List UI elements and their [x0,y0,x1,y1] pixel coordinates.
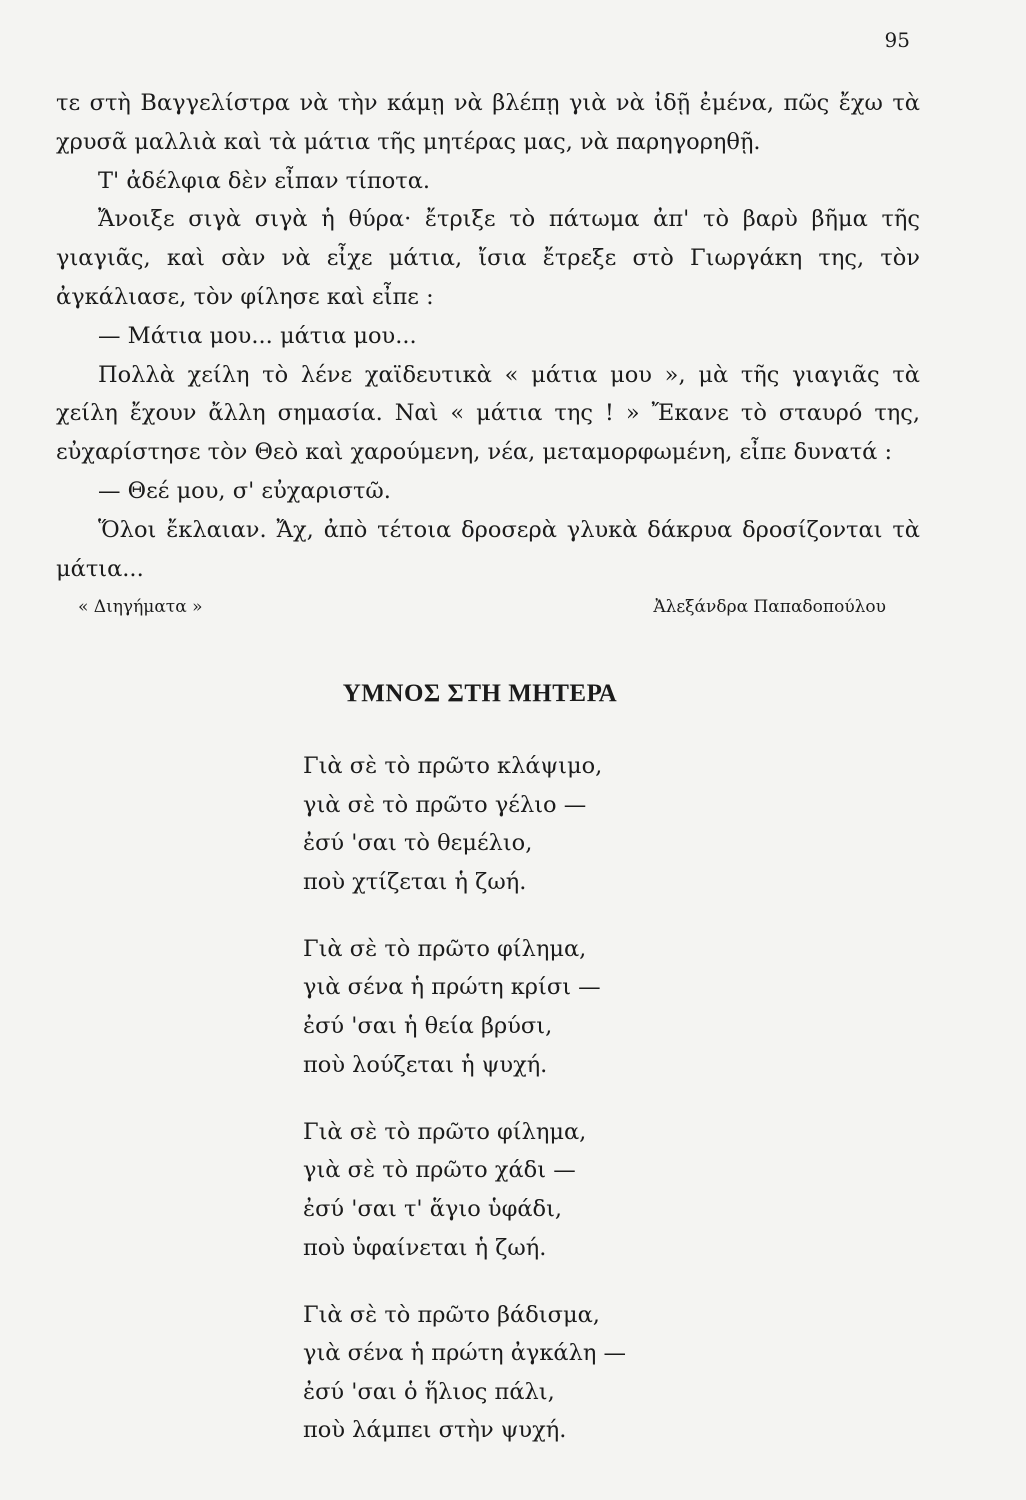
poem-line: ποὺ λούζεται ἡ ψυχή. [303,1051,548,1078]
poem-line: γιὰ σένα ἡ πρώτη κρίσι — [303,974,601,1001]
dialogue-line: — Θεέ μου, σ' εὐχαριστῶ. [98,477,391,504]
poem-stanza [303,747,923,901]
source-title: « Διηγήματα » [78,597,203,617]
poem-line: Γιὰ σὲ τὸ πρῶτο φίλημα, [303,935,587,962]
poem-stanza [303,1113,923,1267]
poem-line: ἐσύ 'σαι τ' ἅγιο ὑφάδι, [303,1195,563,1222]
poem-line: ποὺ χτίζεται ἡ ζωή. [303,868,527,895]
poem-line: γιὰ σὲ τὸ πρῶτο γέλιο — [303,791,587,818]
poem-stanza [303,930,923,1084]
poem-line: γιὰ σὲ τὸ πρῶτο χάδι — [303,1157,576,1184]
poem-stanza [303,1296,923,1450]
prose-paragraph: Τ' ἀδέλφια δὲν εἶπαν τίποτα. [98,167,431,194]
prose-paragraph: Πολλὰ χείλη τὸ λένε χαϊδευτικὰ « μάτια μου », μὰ τῆς γιαγιᾶς τὰ χείλη ἔχουν ἄλλη σημασία. Ναὶ « μάτια της ! » Ἔκανε τὸ σταυρό της, εὐχαρίστησε τὸν Θεὸ καὶ χαρούμενη, νέα, μεταμορφωμένη, εἶπε δυνατά : [56,361,920,466]
poem-line: ἐσύ 'σαι ἡ θεία βρύσι, [303,1013,553,1040]
poem-line: Γιὰ σὲ τὸ πρῶτο κλάψιμο, [303,753,603,779]
prose-section [56,84,920,588]
poem-line: ἐσύ 'σαι τὸ θεμέλιο, [303,830,533,857]
poem-line: Γιὰ σὲ τὸ πρῶτο βάδισμα, [303,1301,600,1328]
prose-paragraph: τε στὴ Βαγγελίστρα νὰ τὴν κάμῃ νὰ βλέπῃ γιὰ νὰ ἰδῇ ἐμένα, πῶς ἔχω τὰ χρυσᾶ μαλλιὰ καὶ τὰ μάτια τῆς μητέρας μας, νὰ παρηγορηθῇ. [56,90,920,155]
poem-title: ΥΜΝΟΣ ΣΤΗ ΜΗΤΕΡΑ [342,680,618,707]
poem-line: ποὺ ὑφαίνεται ἡ ζωή. [303,1234,547,1261]
poem-line: Γιὰ σὲ τὸ πρῶτο φίλημα, [303,1118,587,1145]
dialogue-line: — Μάτια μου... μάτια μου... [98,322,417,349]
poem-line: ποὺ λάμπει στὴν ψυχή. [303,1417,567,1444]
author-name: Ἀλεξάνδρα Παπαδοπούλου [653,597,886,617]
prose-paragraph: Ἄνοιξε σιγὰ σιγὰ ἡ θύρα· ἔτριξε τὸ πάτωμα ἀπ' τὸ βαρὺ βῆμα τῆς γιαγιᾶς, καὶ σὰν νὰ εἶχε μάτια, ἴσια ἔτρεξε στὸ Γιωργάκη της, τὸν ἀγκάλιασε, τὸν φίλησε καὶ εἶπε : [56,206,920,310]
poem-line: ἐσύ 'σαι ὁ ἥλιος πάλι, [303,1378,555,1405]
poem-line: γιὰ σένα ἡ πρώτη ἀγκάλη — [303,1340,627,1367]
prose-paragraph: Ὅλοι ἔκλαιαν. Ἄχ, ἀπὸ τέτοια δροσερὰ γλυκὰ δάκρυα δροσίζονται τὰ μάτια... [56,516,920,582]
poem [303,747,923,1479]
page-number: 95 [884,28,910,52]
